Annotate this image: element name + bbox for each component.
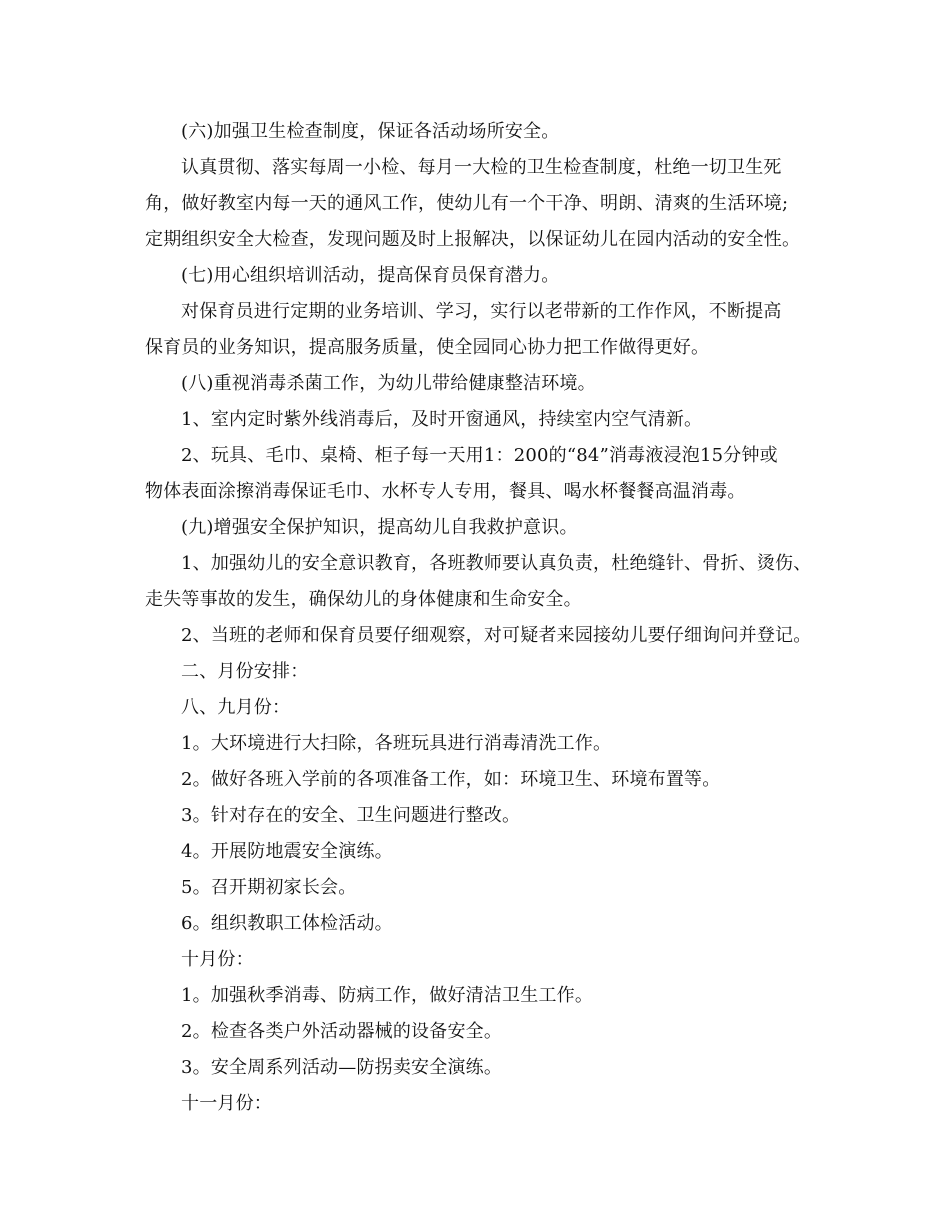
section-heading-6: (六)加强卫生检查制度，保证各活动场所安全。 <box>181 121 560 142</box>
list-item: 5。召开期初家长会。 <box>181 877 357 898</box>
list-item: 1。加强秋季消毒、防病工作，做好清洁卫生工作。 <box>181 985 594 1006</box>
paragraph-line: 角，做好教室内每一天的通风工作，使幼儿有一个干净、明朗、清爽的生活环境; <box>145 193 789 214</box>
list-item: 3。安全周系列活动—防拐卖安全演练。 <box>181 1057 503 1078</box>
list-item: 1、室内定时紫外线消毒后，及时开窗通风，持续室内空气清新。 <box>181 409 703 430</box>
paragraph-line: 认真贯彻、落实每周一小检、每月一大检的卫生检查制度，杜绝一切卫生死 <box>181 157 782 178</box>
paragraph-line: 物体表面涂擦消毒保证毛巾、水杯专人专用，餐具、喝水杯餐餐高温消毒。 <box>145 481 746 502</box>
list-item: 6。组织教职工体检活动。 <box>181 913 393 934</box>
document-body <box>145 114 815 1122</box>
list-item: 2。做好各班入学前的各项准备工作，如：环境卫生、环境布置等。 <box>181 769 721 790</box>
section-heading-9: (九)增强安全保护知识，提高幼儿自我救护意识。 <box>181 517 578 538</box>
month-heading: 十月份： <box>181 949 254 970</box>
section-heading-monthly: 二、月份安排： <box>181 661 309 682</box>
paragraph-line: 保育员的业务知识，提高服务质量，使全园同心协力把工作做得更好。 <box>145 337 710 358</box>
list-item: 4。开展防地震安全演练。 <box>181 841 393 862</box>
paragraph-line: 定期组织安全大检查，发现问题及时上报解决，以保证幼儿在园内活动的安全性。 <box>145 229 801 250</box>
paragraph-line: 走失等事故的发生，确保幼儿的身体健康和生命安全。 <box>145 589 582 610</box>
paragraph-line: 对保育员进行定期的业务培训、学习，实行以老带新的工作作风，不断提高 <box>181 301 782 322</box>
month-heading: 八、九月份： <box>181 697 291 718</box>
month-heading: 十一月份： <box>181 1093 272 1114</box>
list-item: 1。大环境进行大扫除，各班玩具进行消毒清洗工作。 <box>181 733 612 754</box>
list-item: 2、当班的老师和保育员要仔细观察，对可疑者来园接幼儿要仔细询问并登记。 <box>181 625 812 646</box>
list-item: 3。针对存在的安全、卫生问题进行整改。 <box>181 805 521 826</box>
list-item: 2。检查各类户外活动器械的设备安全。 <box>181 1021 503 1042</box>
section-heading-8: (八)重视消毒杀菌工作，为幼儿带给健康整洁环境。 <box>181 373 596 394</box>
list-item: 2、玩具、毛巾、桌椅、柜子每一天用1：200的“84”消毒液浸泡15分钟或 <box>181 445 778 466</box>
section-heading-7: (七)用心组织培训活动，提高保育员保育潜力。 <box>181 265 560 286</box>
list-item: 1、加强幼儿的安全意识教育，各班教师要认真负责，杜绝缝针、骨折、烫伤、 <box>181 553 812 574</box>
